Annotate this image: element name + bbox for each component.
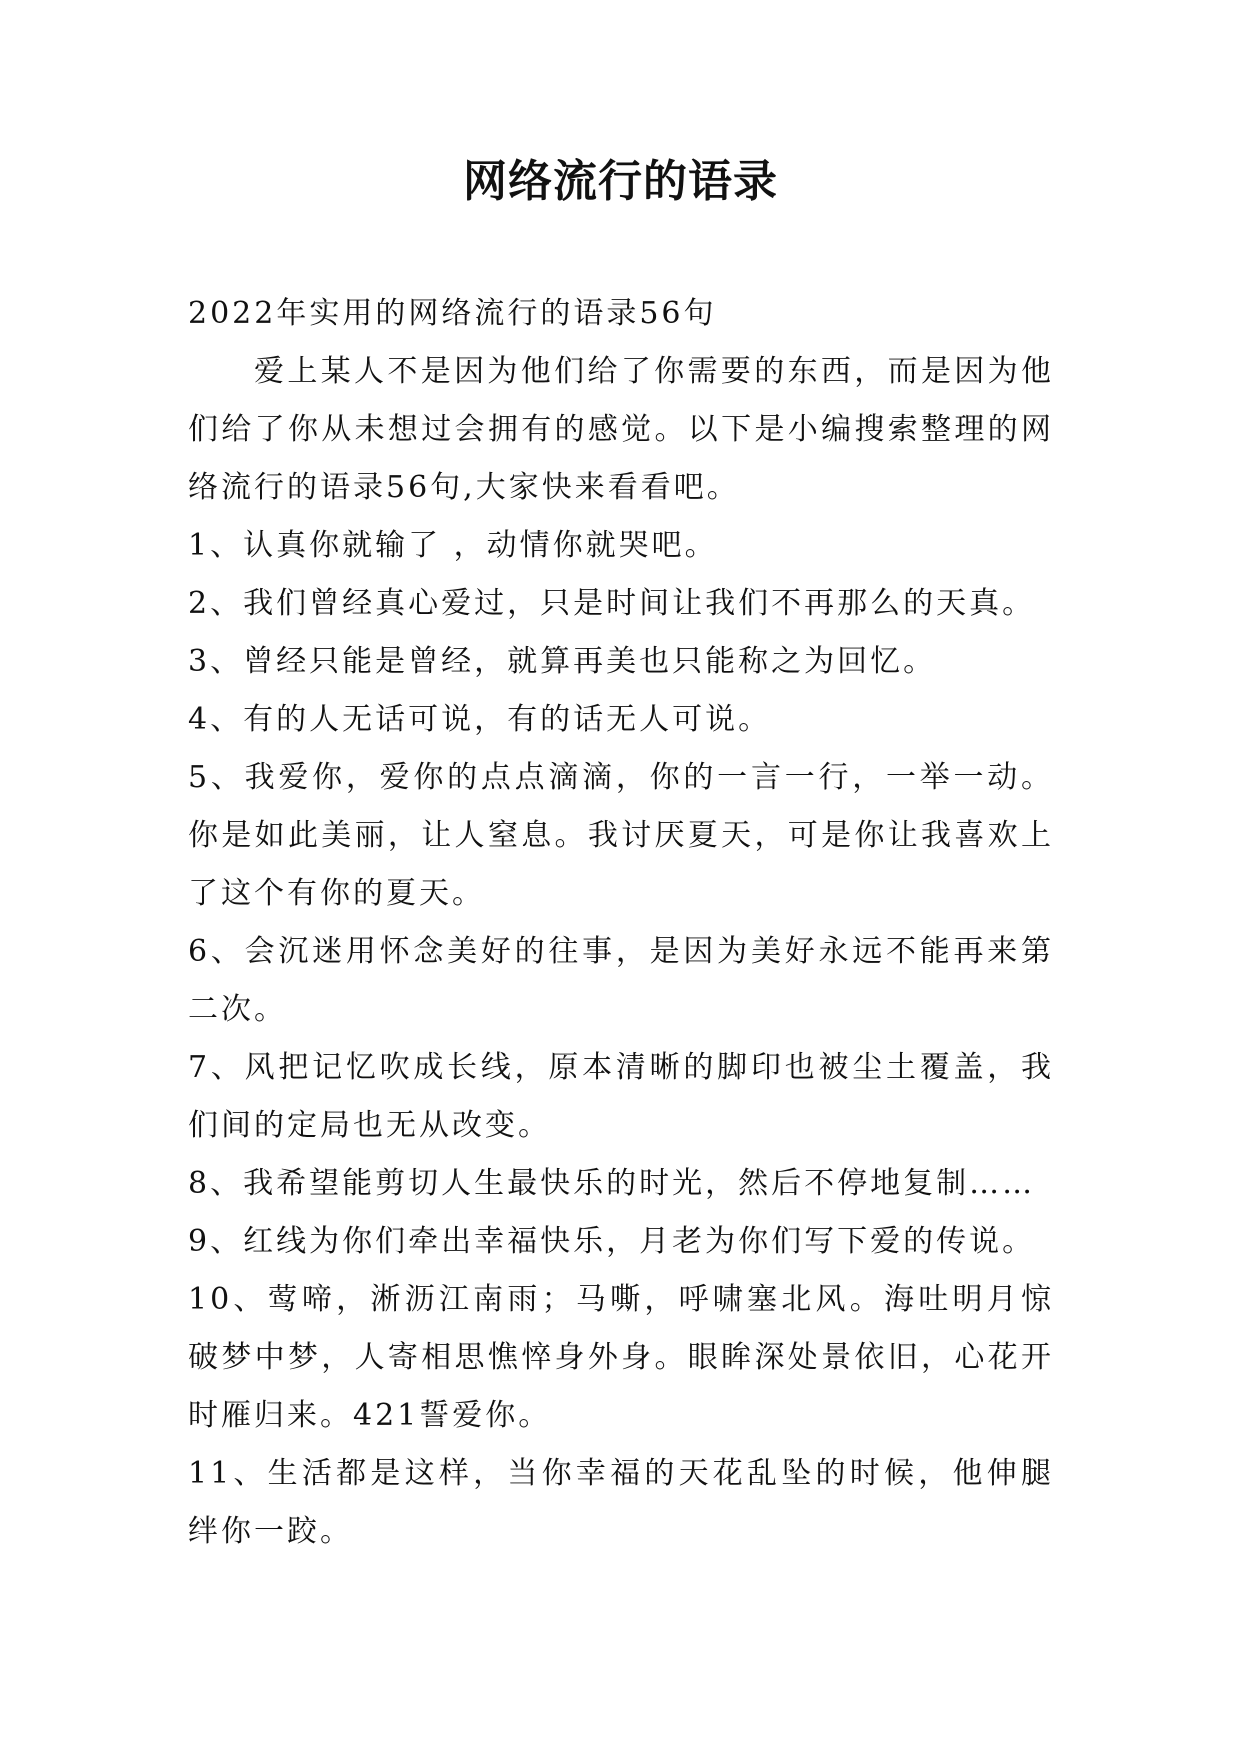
quote-item-9: 9、红线为你们牵出幸福快乐，月老为你们写下爱的传说。	[188, 1224, 1036, 1259]
quote-item-1: 1、认真你就输了 ，动情你就哭吧。	[188, 528, 718, 563]
quote-item-2: 2、我们曾经真心爱过，只是时间让我们不再那么的天真。	[188, 586, 1036, 621]
document-subtitle: 2022年实用的网络流行的语录56句	[188, 296, 717, 331]
document-title: 网络流行的语录	[463, 156, 778, 207]
quote-item-8: 8、我希望能剪切人生最快乐的时光，然后不停地复制……	[188, 1166, 1036, 1201]
quote-item-5: 5、我爱你，爱你的点点滴滴，你的一言一行，一举一动。你是如此美丽，让人窒息。我讨厌夏天，可是你让我喜欢上了这个有你的夏天。	[188, 760, 1054, 911]
quote-item-11: 11、生活都是这样，当你幸福的天花乱坠的时候，他伸腿绊你一跤。	[188, 1456, 1054, 1549]
intro-paragraph: 爱上某人不是因为他们给了你需要的东西，而是因为他们给了你从未想过会拥有的感觉。以下是小编搜索整理的网络流行的语录56句,大家快来看看吧。	[188, 354, 1054, 505]
quote-item-4: 4、有的人无话可说，有的话无人可说。	[188, 702, 772, 737]
document-body	[188, 285, 1054, 1561]
quote-item-7: 7、风把记忆吹成长线，原本清晰的脚印也被尘土覆盖，我们间的定局也无从改变。	[188, 1050, 1054, 1143]
quote-item-3: 3、曾经只能是曾经，就算再美也只能称之为回忆。	[188, 644, 937, 679]
quote-item-10: 10、莺啼，淅沥江南雨；马嘶，呼啸塞北风。海吐明月惊破梦中梦，人寄相思憔悴身外身。眼眸深处景依旧，心花开时雁归来。421誓爱你。	[188, 1282, 1054, 1433]
quote-item-6: 6、会沉迷用怀念美好的往事，是因为美好永远不能再来第二次。	[188, 934, 1054, 1027]
